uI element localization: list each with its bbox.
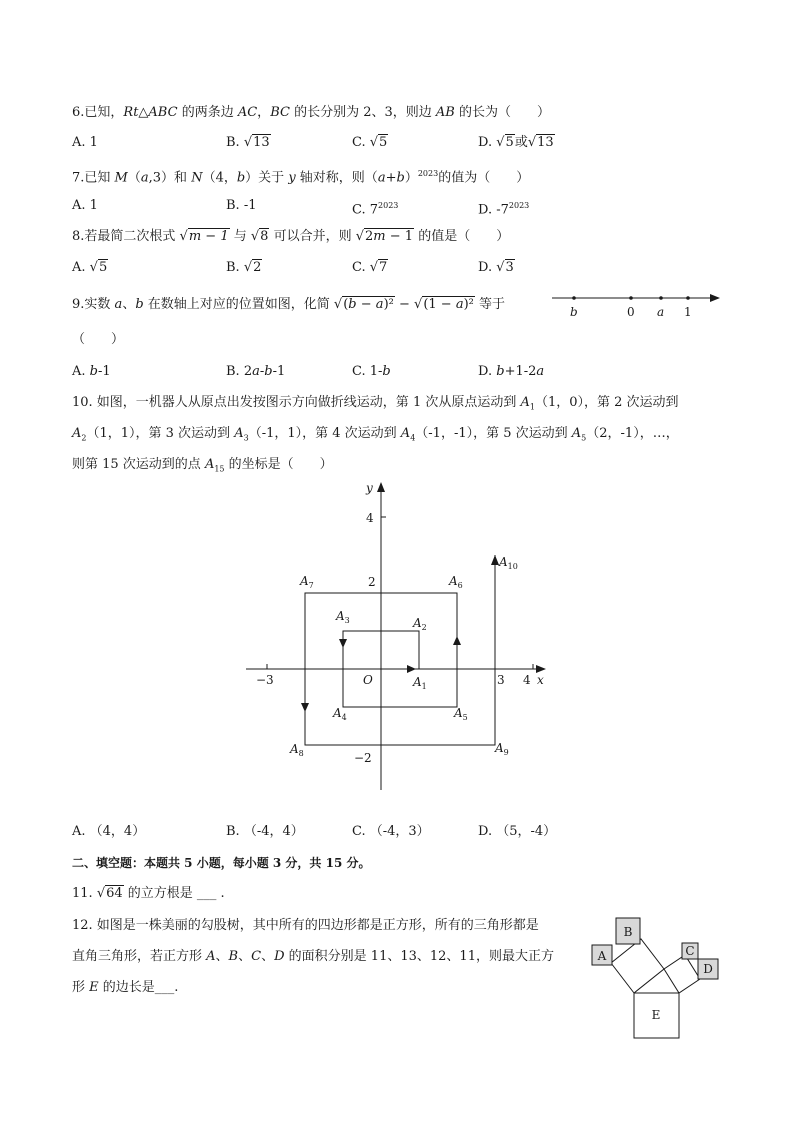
x-axis-arrow	[536, 665, 546, 673]
question-6-stem: 6.已知，Rt△ABC 的两条边 AC，BC 的长分别为 2、3，则边 AB 的长为（ ）	[72, 105, 550, 120]
question-10-line1: 10. 如图，一机器人从原点出发按图示方向做折线运动，第 1 次从原点运动到 $A_1(1$，0），第 2 次运动到	[72, 395, 679, 412]
label-D: D	[703, 962, 713, 976]
pythagorean-tree-figure	[590, 915, 720, 1041]
x-axis-label: x	[537, 673, 544, 687]
q6-option-a[interactable]: A. 1	[72, 135, 98, 150]
label-a7: $A_7$	[300, 574, 314, 590]
q8-option-a[interactable]: A. √5	[72, 260, 108, 275]
label-a2: $A_2$	[413, 616, 427, 632]
arrow-a5-up	[453, 636, 461, 645]
label-a6: $A_6$	[449, 574, 463, 590]
q10-option-a[interactable]: A. （4，4）	[72, 824, 146, 839]
q9-option-a[interactable]: A. b-1	[72, 364, 111, 379]
label-a10: $A_{10}$	[499, 555, 518, 571]
q7-option-c[interactable]: C. $7^{2023}$	[352, 201, 399, 218]
label-b: b	[570, 305, 578, 319]
label-a: a	[657, 305, 665, 319]
tick-4x: 4	[523, 673, 531, 687]
q10-option-c[interactable]: C. （-4，3）	[352, 824, 430, 839]
q8-option-d[interactable]: D. √3	[478, 260, 514, 275]
question-12-line2: 直角三角形，若正方形 A、B、C、D 的面积分别是 11、13、12、11，则最大正方	[72, 949, 554, 964]
q6-option-d[interactable]: D. √5或√13	[478, 135, 554, 150]
label-E: E	[651, 1008, 661, 1022]
label-a3: $A_3$	[336, 609, 350, 625]
q9-option-b[interactable]: B. 2a-b-1	[226, 364, 286, 379]
arrow-a10-up	[491, 555, 499, 565]
square-right-mid	[664, 955, 700, 993]
label-B: B	[623, 925, 633, 939]
tick-4y: 4	[366, 511, 374, 525]
origin-label: O	[363, 673, 373, 687]
q9-option-d[interactable]: D. b+1-2a	[478, 364, 545, 379]
question-10-line3: 则第 15 次运动到的点 $A_{15}$ 的坐标是（ ）	[72, 457, 333, 474]
y-axis-arrow	[377, 482, 385, 492]
label-C: C	[685, 944, 695, 958]
label-a8: $A_8$	[290, 742, 304, 758]
q8-option-c[interactable]: C. √7	[352, 260, 388, 275]
tick-neg2y: −2	[354, 751, 372, 765]
label-0: 0	[627, 305, 635, 319]
q7-option-b[interactable]: B. -1	[226, 198, 257, 213]
label-a9: $A_9$	[495, 741, 509, 757]
q7-option-d[interactable]: D. $-7^{2023}$	[478, 201, 530, 218]
question-7-stem: 7.已知 M（a,3）和 N（4，b）关于 y 轴对称，则$(a+b)^{2023}$的值为（ ）	[72, 169, 530, 186]
section-2-title: 二、填空题：本题共 5 小题，每小题 3 分，共 15 分。	[72, 856, 371, 870]
arrow-a7-down	[301, 703, 309, 712]
label-1: 1	[684, 305, 692, 319]
arrow-a3-down	[339, 639, 347, 648]
tick-neg3: −3	[256, 673, 274, 687]
question-10-line2: $A_2(1$，1），第 3 次运动到 $A_3(-1$，1），第 4 次运动到 $A_4(-1$，-1），第 5 次运动到 $A_5(2$，-1），…，	[72, 426, 679, 443]
tick-2y: 2	[368, 575, 376, 589]
label-a4: $A_4$	[333, 706, 347, 722]
question-9-paren: （ ）	[72, 332, 125, 347]
q7-option-a[interactable]: A. 1	[72, 198, 98, 213]
label-a5: $A_5$	[454, 706, 468, 722]
arrow-a1	[407, 665, 416, 673]
question-12-line3: 形 E 的边长是___.	[72, 980, 179, 995]
tick-3: 3	[497, 673, 505, 687]
q10-option-d[interactable]: D. （5，-4）	[478, 824, 557, 839]
label-a1: $A_1$	[413, 675, 427, 691]
question-12-line1: 12. 如图是一株美丽的勾股树，其中所有的四边形都是正方形，所有的三角形都是	[72, 918, 539, 933]
y-axis-label: y	[366, 481, 373, 495]
q6-option-c[interactable]: C. √5	[352, 135, 388, 150]
square-left-mid	[611, 939, 664, 993]
question-9-stem: 9.实数 a、b 在数轴上对应的位置如图，化简 √(b − a)² − √(1 − a)² 等于	[72, 297, 506, 312]
q9-option-c[interactable]: C. 1-b	[352, 364, 391, 379]
q10-option-b[interactable]: B. （-4，4）	[226, 824, 304, 839]
label-A: A	[597, 949, 607, 963]
question-8-stem: 8.若最简二次根式 √m − 1 与 √8 可以合并，则 √2m − 1 的值是（ ）	[72, 229, 510, 244]
q8-option-b[interactable]: B. √2	[226, 260, 262, 275]
question-11-stem: 11. √64 的立方根是 ___ .	[72, 886, 225, 901]
q6-option-b[interactable]: B. √13	[226, 135, 270, 150]
